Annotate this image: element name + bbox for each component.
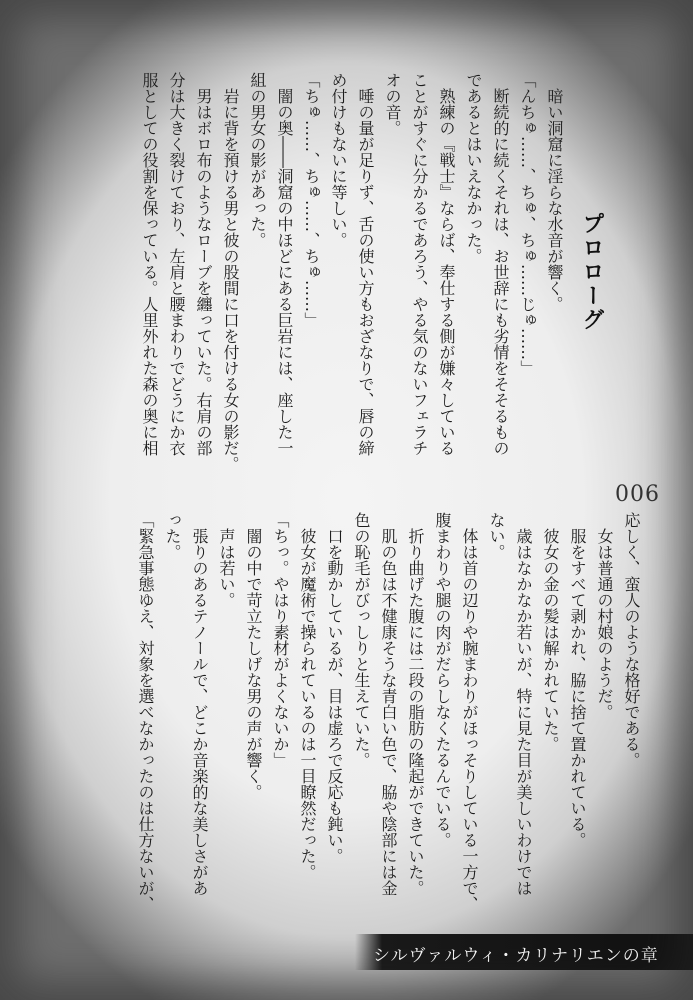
text-line: 断続的に続くそれは、お世辞にも劣情をそそるもの [491,72,510,456]
text-line: であるとはいえなかった。 [464,72,483,264]
text-line: 彼女の金の髪は解かれていた。 [541,512,560,752]
text-line: 闇の中で苛立たしげな男の声が響く。 [244,512,263,800]
text-line: 口を動かしているが、目は虚ろで反応も鈍い。 [325,512,344,864]
text-line: 熟練の『戦士』ならば、奉仕する側が嫌々している [437,72,456,456]
text-line: 服としての役割を保っている。人里外れた森の奥に相 [140,72,159,456]
text-line: 唾の量が足りず、舌の使い方もおざなりで、唇の締 [356,72,375,456]
text-line: 岩に背を預ける男と彼の股間に口を付ける女の影だ。 [221,72,240,472]
text-line: 闇の奥――洞窟の中ほどにある巨岩には、座した一 [275,72,294,456]
text-line: った。 [163,512,182,560]
chapter-footer-band [355,934,693,970]
text-line: 分は大きく裂けており、左肩と腰まわりでどうにか衣 [167,72,186,456]
page-number: 006 [615,482,660,507]
text-line: 色の恥毛がびっしりと生えていた。 [352,512,371,768]
text-line: 暗い洞窟に淫らな水音が響く。 [545,72,564,312]
text-line: 声は若い。 [217,512,236,608]
text-line: 「んちゅ……、ちゅ、ちゅ……じゅ……」 [518,72,537,376]
text-line: 肌の色は不健康そうな青白い色で、脇や陰部には金 [379,512,398,896]
text-line: 応しく、蛮人のような格好である。 [622,512,641,768]
text-line: 女は普通の村娘のようだ。 [595,512,614,720]
text-line: 折り曲げた腹には二段の脂肪の隆起ができていた。 [406,512,425,896]
text-line: 体は首の辺りや腕まわりがほっそりしている一方で、 [460,512,479,912]
text-line: 組の男女の影があった。 [248,72,267,248]
text-line: ない。 [487,512,506,560]
text-line: 腹まわりや腿の肉がだらしなくたるんでいる。 [433,512,452,848]
footer-label: シルヴァルウィ・カリナリエンの章 [373,946,659,966]
chapter-title: プロローグ [579,212,605,332]
lower-text-block [132,512,645,927]
text-line: 「ちゅ……、ちゅ……、ちゅ……」 [302,72,321,328]
text-line: 服をすべて剥かれ、脇に捨て置かれている。 [568,512,587,848]
text-line: 張りのあるテノールで、どこか音楽的な美しさがあ [190,512,209,896]
text-line: 「緊急事態ゆえ、対象を選べなかったのは仕方ないが、 [136,512,155,912]
text-line: 「ちっ。やはり素材がよくないか」 [271,512,290,768]
text-line: ことがすぐに分かるであろう、やる気のないフェラチ [410,72,429,456]
text-line: 男はボロ布のようなローブを纏っていた。右肩の部 [194,72,213,456]
upper-text-block [136,72,568,477]
text-line: 歳はなかなか若いが、特に見た目が美しいわけでは [514,512,533,896]
text-line: オの音。 [383,72,402,136]
text-line: め付けもないに等しい。 [329,72,348,248]
text-line: 彼女が魔術で操られているのは一目瞭然だった。 [298,512,317,880]
